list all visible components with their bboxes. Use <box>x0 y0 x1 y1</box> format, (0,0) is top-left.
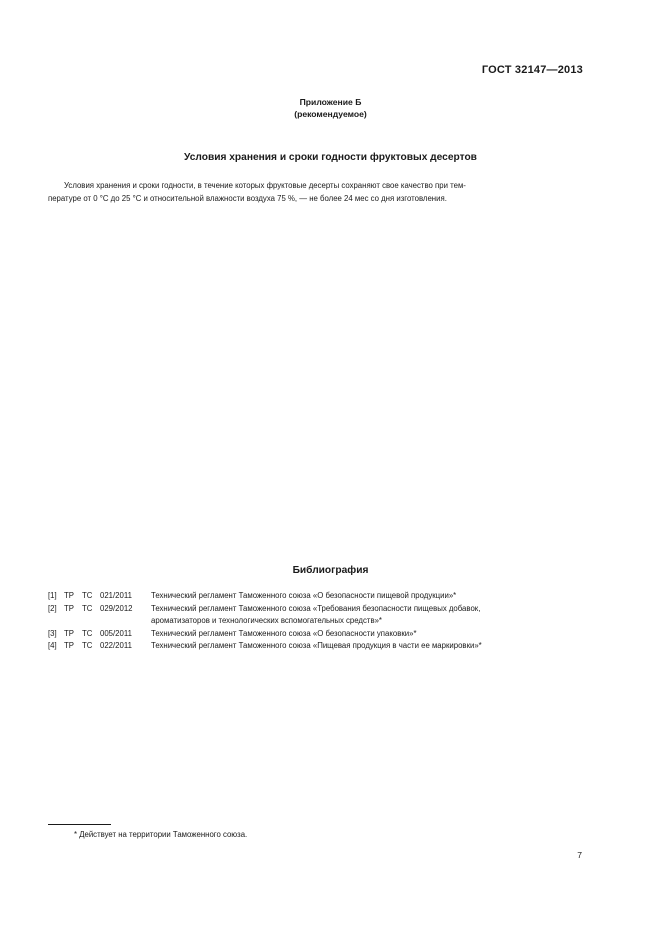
entry-description-continuation: ароматизаторов и технологических вспомогательных средств»* <box>151 616 382 625</box>
entry-tc: ТС <box>82 603 93 613</box>
entry-number: [4] <box>48 641 57 650</box>
footnote-divider <box>48 824 111 825</box>
appendix-subtitle: (рекомендуемое) <box>294 109 367 119</box>
bibliography-heading: Библиография <box>292 565 369 576</box>
entry-description: Технический регламент Таможенного союза «Требования безопасности пищевых добавок, <box>151 603 481 613</box>
entry-code: 021/2011 <box>100 591 132 600</box>
entry-description: Технический регламент Таможенного союза «О безопасности пищевой продукции»* <box>151 591 457 600</box>
entry-tr: ТР <box>64 641 74 650</box>
entry-code: 005/2011 <box>100 628 132 638</box>
entry-tr: ТР <box>64 628 74 638</box>
standard-id-header: ГОСТ 32147—2013 <box>481 64 583 76</box>
bibliography-list <box>48 590 593 653</box>
entry-code: 022/2011 <box>100 641 132 650</box>
footnote: * Действует на территории Таможенного союза. <box>74 830 248 839</box>
entry-number: [3] <box>48 628 57 638</box>
entry-code: 029/2012 <box>100 603 133 613</box>
entry-description: Технический регламент Таможенного союза «О безопасности упаковки»* <box>151 628 417 638</box>
storage-section-heading: Условия хранения и сроки годности фруктовых десертов <box>184 152 477 163</box>
entry-number: [2] <box>48 603 57 613</box>
appendix-title: Приложение Б <box>299 97 362 107</box>
storage-paragraph-line-2: пературе от 0 °С до 25 °С и относительной влажности воздуха 75 %, — не более 24 мес со дня изготовления. <box>48 194 447 203</box>
storage-paragraph-line-1: Условия хранения и сроки годности, в течение которых фруктовые десерты сохраняют свое качество при тем- <box>64 181 466 190</box>
entry-tr: ТР <box>64 603 74 613</box>
entry-tc: ТС <box>82 641 93 650</box>
bibliography-entry-3 <box>48 628 593 641</box>
bibliography-entry-2 <box>48 603 593 616</box>
entry-number: [1] <box>48 591 57 600</box>
entry-tr: ТР <box>64 591 74 600</box>
entry-tc: ТС <box>82 591 93 600</box>
page-number: 7 <box>577 850 582 860</box>
entry-tc: ТС <box>82 628 93 638</box>
entry-description: Технический регламент Таможенного союза «Пищевая продукция в части ее маркировки»* <box>151 641 482 650</box>
bibliography-entry-1 <box>48 590 593 603</box>
bibliography-entry-4 <box>48 640 593 653</box>
